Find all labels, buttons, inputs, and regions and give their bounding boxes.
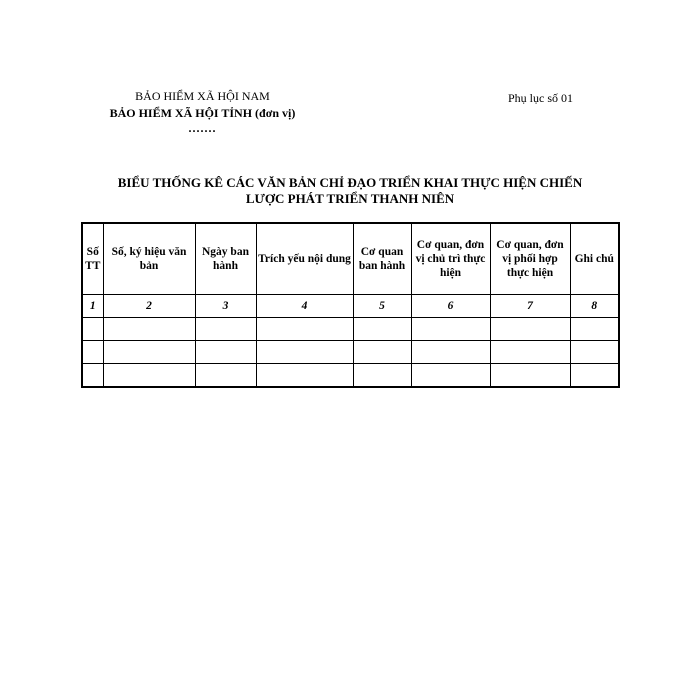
column-number: 2 bbox=[103, 295, 195, 318]
header-cell-document-number: Số, ký hiệu văn bản bbox=[103, 223, 195, 295]
table-row bbox=[82, 364, 619, 388]
org-dots: ....... bbox=[188, 121, 217, 135]
column-number: 6 bbox=[411, 295, 490, 318]
column-number: 8 bbox=[570, 295, 619, 318]
table-cell bbox=[490, 364, 570, 388]
document-title bbox=[80, 175, 620, 207]
table-row bbox=[82, 318, 619, 341]
table-cell bbox=[353, 364, 411, 388]
table-cell bbox=[195, 341, 256, 364]
table-cell bbox=[570, 364, 619, 388]
header-cell-lead-agency: Cơ quan, đơn vị chủ trì thực hiện bbox=[411, 223, 490, 295]
table-cell bbox=[411, 318, 490, 341]
org-line-2: BẢO HIỂM XÃ HỘI TỈNH (đơn vị) bbox=[109, 106, 296, 120]
appendix-label: Phụ lục số 01 bbox=[508, 91, 574, 105]
column-number: 5 bbox=[353, 295, 411, 318]
header-cell-notes: Ghi chú bbox=[570, 223, 619, 295]
table-cell bbox=[353, 318, 411, 341]
header-cell-summary: Trích yếu nội dung bbox=[256, 223, 353, 295]
table-cell bbox=[82, 341, 103, 364]
header-cell-issue-date: Ngày ban hành bbox=[195, 223, 256, 295]
table-cell bbox=[195, 318, 256, 341]
header-cell-coordinating-agency: Cơ quan, đơn vị phối hợp thực hiện bbox=[490, 223, 570, 295]
header-cell-stt: Số TT bbox=[82, 223, 103, 295]
header-cell-issuing-agency: Cơ quan ban hành bbox=[353, 223, 411, 295]
column-number: 3 bbox=[195, 295, 256, 318]
table-cell bbox=[82, 364, 103, 388]
table-cell bbox=[570, 341, 619, 364]
statistics-table bbox=[81, 222, 620, 388]
table-cell bbox=[411, 364, 490, 388]
table-cell bbox=[103, 341, 195, 364]
table-header-row bbox=[82, 223, 619, 295]
table-cell bbox=[103, 318, 195, 341]
table-cell bbox=[256, 341, 353, 364]
table-cell bbox=[103, 364, 195, 388]
column-number: 4 bbox=[256, 295, 353, 318]
table-cell bbox=[570, 318, 619, 341]
table-row bbox=[82, 341, 619, 364]
org-line-1: BẢO HIỂM XÃ HỘI NAM bbox=[135, 89, 270, 103]
table-cell bbox=[353, 341, 411, 364]
table-cell bbox=[256, 364, 353, 388]
table-cell bbox=[256, 318, 353, 341]
column-number-row bbox=[82, 295, 619, 318]
column-number: 7 bbox=[490, 295, 570, 318]
table-cell bbox=[82, 318, 103, 341]
table-cell bbox=[195, 364, 256, 388]
column-number: 1 bbox=[82, 295, 103, 318]
table-cell bbox=[411, 341, 490, 364]
title-line-2: LƯỢC PHÁT TRIỂN THANH NIÊN bbox=[245, 191, 455, 206]
table-cell bbox=[490, 318, 570, 341]
title-line-1: BIỂU THỐNG KÊ CÁC VĂN BẢN CHỈ ĐẠO TRIỂN KHAI THỰC HIỆN CHIẾN bbox=[117, 175, 583, 190]
table-cell bbox=[490, 341, 570, 364]
